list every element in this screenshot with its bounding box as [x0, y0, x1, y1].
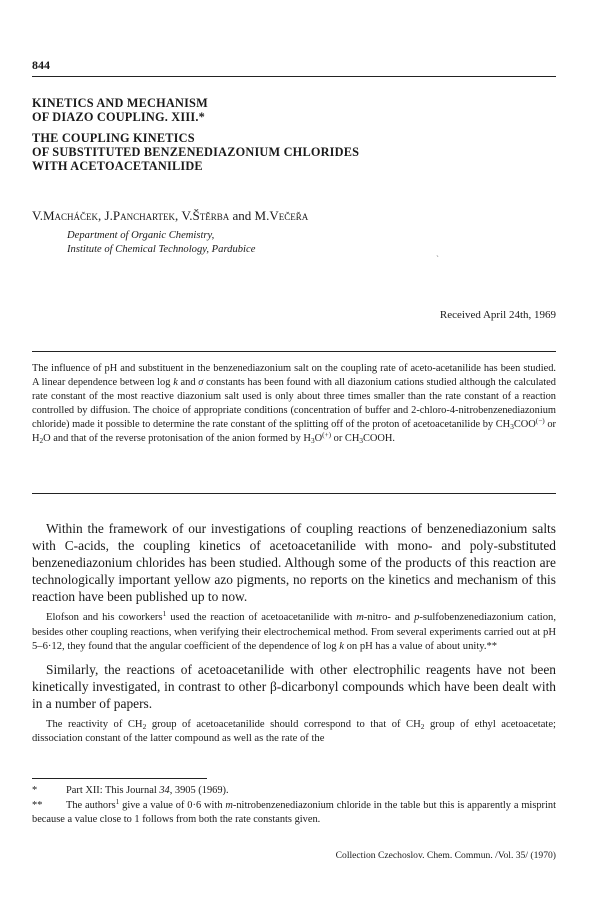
affiliation-department: Department of Organic Chemistry, — [67, 230, 215, 241]
abstract-sub-3b: 3 — [310, 437, 315, 446]
p4-text-c: group of ethyl acetoacetate; dissociation constant of the latter compound as well as the rate of the — [32, 718, 556, 744]
p2-ref: 1 — [162, 609, 167, 618]
abstract-text-2: and — [180, 377, 196, 389]
p2-text-e: on pH has a value of about unity.** — [343, 641, 498, 652]
abstract-sub-3a: 3 — [510, 423, 514, 432]
abstract-bottom-rule — [32, 493, 556, 494]
abstract-text-5: COOH. — [362, 433, 396, 445]
footnote-2-text-a: The authors — [66, 799, 116, 811]
p2-text-c: -nitro- and — [363, 612, 415, 623]
footnote-2-text-c: -nitrobenzenediazonium chloride in the table but this is apparently a misprint because a value close to 1 follows from both the rate constants given. — [32, 799, 556, 825]
title-line-2: OF DIAZO COUPLING. XIII.* — [32, 110, 205, 124]
scan-speck: ` — [436, 254, 439, 264]
footnote-2-ref: 1 — [115, 797, 120, 806]
p2-p-italic: p — [414, 612, 420, 623]
body-text — [32, 520, 556, 747]
footnote-2-mark: ** — [32, 799, 43, 811]
affiliation-institute: Institute of Chemical Technology, Pardubice — [67, 244, 256, 255]
footnote-1 — [32, 784, 556, 799]
p2-k-italic: k — [339, 641, 344, 652]
journal-footer: Collection Czechoslov. Chem. Commun. /Vol. 35/ (1970) — [335, 850, 556, 861]
title-line-1: KINETICS AND MECHANISM — [32, 96, 208, 110]
p4-sub-b: 2 — [420, 721, 425, 731]
footnote-1-mark: * — [32, 785, 38, 796]
author-conjunction: and — [232, 208, 252, 223]
author-1: V.Macháček — [32, 208, 99, 223]
abstract-sub-2: 2 — [39, 437, 44, 446]
p2-m-italic: m — [356, 612, 364, 623]
p4-text-b: group of acetoacetanilide should correspond to that of CH — [146, 718, 421, 730]
abstract-text-1: The influence of pH and substituent in the benzenediazonium salt on the coupling rate of aceto-acetanilide has been studied. A linear dependence between log — [32, 363, 556, 389]
footnotes — [32, 784, 556, 828]
p4-sub-a: 2 — [142, 721, 147, 731]
footnote-1-text-b: , 3905 (1969). — [169, 785, 229, 796]
abstract-or-h: or H — [32, 419, 556, 445]
p4-text-a: The reactivity of CH — [46, 718, 143, 730]
header-rule — [32, 76, 556, 77]
abstract-or-ch: or CH — [333, 433, 360, 445]
abstract-k-var: k — [173, 377, 178, 389]
abstract-text-4: O and that of the reverse protonisation of the anion formed by H — [43, 433, 311, 445]
body-paragraph-1: Within the framework of our investigations of coupling reactions of benzenediazonium salts with C-acids, the coupling kinetics of acetoacetanilide with mono- and poly-substituted benzenediazonium chlorides has been studied. Although some of the products of this reaction are technologically important yellow azo pigments, no reports on the kinetics and mechanism of this reaction have been published up to now. — [32, 521, 556, 604]
author-2: J.Panchartek — [104, 208, 176, 223]
abstract-o: O — [314, 433, 323, 445]
received-date: Received April 24th, 1969 — [439, 309, 556, 321]
abstract-coo: COO — [513, 419, 536, 431]
p2-text-a: Elofson and his coworkers — [46, 612, 163, 623]
body-paragraph-2 — [32, 611, 556, 655]
abstract — [32, 362, 556, 447]
footnote-2 — [32, 799, 556, 828]
authors: V.Macháček, J.Panchartek, V.Štěrba and M.Večeřa — [32, 208, 309, 223]
p2-text-b: used the reaction of acetoacetanilide with — [166, 612, 357, 623]
abstract-sigma-var: σ — [198, 377, 204, 389]
footnote-1-text-a: Part XII: This Journal — [66, 785, 160, 796]
title-line-5: WITH ACETOACETANILIDE — [32, 159, 203, 173]
body-paragraph-4 — [32, 718, 556, 747]
footnote-1-volume: 34 — [159, 785, 170, 796]
title-line-4: OF SUBSTITUTED BENZENEDIAZONIUM CHLORIDES — [32, 145, 360, 159]
affiliation — [67, 229, 591, 257]
title-line-3: THE COUPLING KINETICS — [32, 131, 195, 145]
article-title — [32, 96, 556, 173]
footnote-2-m-italic: m — [225, 799, 233, 811]
footnote-2-text-b: give a value of 0·6 with — [119, 799, 226, 811]
p2-text-d: -sulfobenzenediazonium cation, besides other coupling reactions, when verifying their electrochemical method. From several experiments carried out at pH 5–6·12, they found that the angular coefficient of the dependence of log — [32, 612, 556, 652]
footnote-rule — [32, 778, 207, 779]
abstract-text-3: constants has been found with all diazonium cations studied although the calculated rate constant of the most reactive diazonium salt used is only about three times smaller than the rate constant of a reaction controlled by diffusion. The choice of appropriate conditions (concentration of buffer and 2-chloro-4-nitrobenzenediazonium chloride) made it possible to determine the rate constant of the splitting off of the proton of acetoacetanilide by CH — [32, 377, 556, 431]
abstract-charge-plus: (+) — [322, 431, 332, 440]
body-paragraph-3: Similarly, the reactions of acetoacetanilide with other electrophilic reagents have not been kinetically investigated, in contrast to other β-dicarbonyl compounds which have been dealt with in a number of papers. — [32, 661, 556, 711]
author-4: M.Večeřa — [254, 208, 309, 223]
abstract-charge-minus: (−) — [535, 417, 545, 426]
abstract-top-rule — [32, 351, 556, 352]
author-3: V.Štěrba — [181, 208, 230, 223]
abstract-sub-3c: 3 — [359, 437, 363, 446]
page-number: 844 — [32, 58, 50, 72]
